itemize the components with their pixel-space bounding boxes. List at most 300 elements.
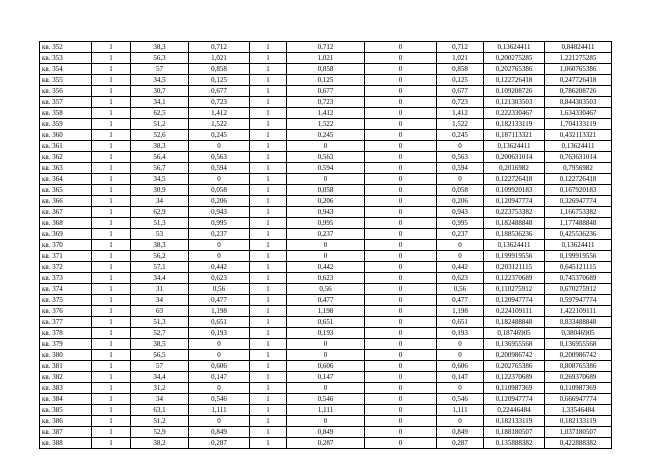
value-b-cell: 1,021 bbox=[287, 53, 365, 64]
value-c-cell: 0,712 bbox=[437, 42, 484, 53]
value-a-cell: 0,245 bbox=[189, 130, 250, 141]
value-a-cell: 1,021 bbox=[189, 53, 250, 64]
table-row bbox=[40, 42, 612, 53]
total-cell: 0,422888382 bbox=[545, 438, 612, 449]
zero-cell: 0 bbox=[365, 383, 437, 394]
value-a-cell: 0,623 bbox=[189, 273, 250, 284]
area-cell: 34,5 bbox=[131, 75, 189, 86]
value-a-cell: 0,193 bbox=[189, 328, 250, 339]
total-cell: 1,704133119 bbox=[545, 119, 612, 130]
total-cell: 0,7956982 bbox=[545, 163, 612, 174]
coefficient-cell: 1 bbox=[250, 383, 287, 394]
share-cell: 0,182133119 bbox=[484, 416, 545, 427]
value-b-cell: 1,198 bbox=[287, 306, 365, 317]
area-cell: 34,5 bbox=[131, 174, 189, 185]
zero-cell: 0 bbox=[365, 361, 437, 372]
total-cell: 0,745370689 bbox=[545, 273, 612, 284]
zero-cell: 0 bbox=[365, 86, 437, 97]
value-a-cell: 0 bbox=[189, 141, 250, 152]
zero-cell: 0 bbox=[365, 97, 437, 108]
coefficient-cell: 1 bbox=[250, 196, 287, 207]
zero-cell: 0 bbox=[365, 339, 437, 350]
total-cell: 1,177488848 bbox=[545, 218, 612, 229]
zero-cell: 0 bbox=[365, 207, 437, 218]
count-cell: 1 bbox=[92, 174, 131, 185]
zero-cell: 0 bbox=[365, 394, 437, 405]
count-cell: 1 bbox=[92, 328, 131, 339]
value-a-cell: 0,723 bbox=[189, 97, 250, 108]
coefficient-cell: 1 bbox=[250, 273, 287, 284]
table-row bbox=[40, 372, 612, 383]
table-row bbox=[40, 163, 612, 174]
count-cell: 1 bbox=[92, 394, 131, 405]
coefficient-cell: 1 bbox=[250, 97, 287, 108]
share-cell: 0,121303503 bbox=[484, 97, 545, 108]
table-row bbox=[40, 273, 612, 284]
zero-cell: 0 bbox=[365, 306, 437, 317]
area-cell: 34,4 bbox=[131, 372, 189, 383]
coefficient-cell: 1 bbox=[250, 75, 287, 86]
total-cell: 1,037180507 bbox=[545, 427, 612, 438]
share-cell: 0,110275912 bbox=[484, 284, 545, 295]
count-cell: 1 bbox=[92, 284, 131, 295]
area-cell: 56,5 bbox=[131, 350, 189, 361]
coefficient-cell: 1 bbox=[250, 317, 287, 328]
table-row bbox=[40, 185, 612, 196]
zero-cell: 0 bbox=[365, 427, 437, 438]
area-cell: 52,9 bbox=[131, 427, 189, 438]
value-c-cell: 0,677 bbox=[437, 86, 484, 97]
table-row bbox=[40, 306, 612, 317]
value-c-cell: 0,849 bbox=[437, 427, 484, 438]
value-b-cell: 0,563 bbox=[287, 152, 365, 163]
coefficient-cell: 1 bbox=[250, 42, 287, 53]
apartment-number-cell: кв. 367 bbox=[40, 207, 92, 218]
value-a-cell: 0,237 bbox=[189, 229, 250, 240]
share-cell: 0,2016982 bbox=[484, 163, 545, 174]
coefficient-cell: 1 bbox=[250, 306, 287, 317]
value-c-cell: 1,021 bbox=[437, 53, 484, 64]
value-a-cell: 0,606 bbox=[189, 361, 250, 372]
table-row bbox=[40, 152, 612, 163]
value-a-cell: 1,412 bbox=[189, 108, 250, 119]
zero-cell: 0 bbox=[365, 372, 437, 383]
value-c-cell: 0,563 bbox=[437, 152, 484, 163]
zero-cell: 0 bbox=[365, 163, 437, 174]
coefficient-cell: 1 bbox=[250, 438, 287, 449]
table-row bbox=[40, 317, 612, 328]
apartment-number-cell: кв. 364 bbox=[40, 174, 92, 185]
area-cell: 57,1 bbox=[131, 262, 189, 273]
value-b-cell: 0,193 bbox=[287, 328, 365, 339]
count-cell: 1 bbox=[92, 427, 131, 438]
coefficient-cell: 1 bbox=[250, 251, 287, 262]
area-cell: 31,2 bbox=[131, 383, 189, 394]
apartment-number-cell: кв. 375 bbox=[40, 295, 92, 306]
apartment-number-cell: кв. 373 bbox=[40, 273, 92, 284]
total-cell: 0,666947774 bbox=[545, 394, 612, 405]
coefficient-cell: 1 bbox=[250, 185, 287, 196]
value-b-cell: 0 bbox=[287, 174, 365, 185]
apartment-number-cell: кв. 361 bbox=[40, 141, 92, 152]
total-cell: 0,425536236 bbox=[545, 229, 612, 240]
share-cell: 0,122726418 bbox=[484, 174, 545, 185]
area-cell: 38,2 bbox=[131, 438, 189, 449]
count-cell: 1 bbox=[92, 86, 131, 97]
count-cell: 1 bbox=[92, 350, 131, 361]
coefficient-cell: 1 bbox=[250, 394, 287, 405]
value-a-cell: 0 bbox=[189, 416, 250, 427]
zero-cell: 0 bbox=[365, 130, 437, 141]
area-cell: 38,3 bbox=[131, 42, 189, 53]
table-row bbox=[40, 350, 612, 361]
value-b-cell: 0,858 bbox=[287, 64, 365, 75]
count-cell: 1 bbox=[92, 240, 131, 251]
value-c-cell: 1,412 bbox=[437, 108, 484, 119]
share-cell: 0,122370689 bbox=[484, 273, 545, 284]
table-row bbox=[40, 53, 612, 64]
coefficient-cell: 1 bbox=[250, 152, 287, 163]
value-c-cell: 0,245 bbox=[437, 130, 484, 141]
value-b-cell: 0,546 bbox=[287, 394, 365, 405]
apartment-number-cell: кв. 381 bbox=[40, 361, 92, 372]
value-b-cell: 0 bbox=[287, 240, 365, 251]
zero-cell: 0 bbox=[365, 416, 437, 427]
value-a-cell: 0 bbox=[189, 339, 250, 350]
share-cell: 0,109920183 bbox=[484, 185, 545, 196]
value-b-cell: 0,56 bbox=[287, 284, 365, 295]
table-row bbox=[40, 75, 612, 86]
value-a-cell: 0,594 bbox=[189, 163, 250, 174]
apartment-number-cell: кв. 384 bbox=[40, 394, 92, 405]
value-c-cell: 0,651 bbox=[437, 317, 484, 328]
apartment-number-cell: кв. 378 bbox=[40, 328, 92, 339]
table-row bbox=[40, 416, 612, 427]
total-cell: 0,326947774 bbox=[545, 196, 612, 207]
zero-cell: 0 bbox=[365, 196, 437, 207]
coefficient-cell: 1 bbox=[250, 405, 287, 416]
total-cell: 0,84824411 bbox=[545, 42, 612, 53]
area-cell: 31 bbox=[131, 284, 189, 295]
zero-cell: 0 bbox=[365, 284, 437, 295]
apartment-number-cell: кв. 374 bbox=[40, 284, 92, 295]
table-row bbox=[40, 207, 612, 218]
coefficient-cell: 1 bbox=[250, 108, 287, 119]
count-cell: 1 bbox=[92, 196, 131, 207]
total-cell: 0,763631014 bbox=[545, 152, 612, 163]
value-c-cell: 0,943 bbox=[437, 207, 484, 218]
total-cell: 0,844303503 bbox=[545, 97, 612, 108]
total-cell: 0,38046905 bbox=[545, 328, 612, 339]
value-b-cell: 1,522 bbox=[287, 119, 365, 130]
value-c-cell: 0,193 bbox=[437, 328, 484, 339]
total-cell: 1,422109111 bbox=[545, 306, 612, 317]
value-b-cell: 0,623 bbox=[287, 273, 365, 284]
area-cell: 34 bbox=[131, 196, 189, 207]
apartment-number-cell: кв. 382 bbox=[40, 372, 92, 383]
value-a-cell: 0,651 bbox=[189, 317, 250, 328]
table-row bbox=[40, 141, 612, 152]
value-a-cell: 1,522 bbox=[189, 119, 250, 130]
coefficient-cell: 1 bbox=[250, 86, 287, 97]
count-cell: 1 bbox=[92, 53, 131, 64]
share-cell: 0,222330467 bbox=[484, 108, 545, 119]
count-cell: 1 bbox=[92, 163, 131, 174]
share-cell: 0,188180507 bbox=[484, 427, 545, 438]
apartment-number-cell: кв. 371 bbox=[40, 251, 92, 262]
total-cell: 0,808765386 bbox=[545, 361, 612, 372]
value-c-cell: 0,237 bbox=[437, 229, 484, 240]
value-b-cell: 0,442 bbox=[287, 262, 365, 273]
total-cell: 0,200986742 bbox=[545, 350, 612, 361]
total-cell: 0,670275912 bbox=[545, 284, 612, 295]
value-b-cell: 1,412 bbox=[287, 108, 365, 119]
value-c-cell: 0,147 bbox=[437, 372, 484, 383]
count-cell: 1 bbox=[92, 361, 131, 372]
share-cell: 0,203121115 bbox=[484, 262, 545, 273]
zero-cell: 0 bbox=[365, 119, 437, 130]
zero-cell: 0 bbox=[365, 295, 437, 306]
area-cell: 63 bbox=[131, 306, 189, 317]
area-cell: 51,2 bbox=[131, 416, 189, 427]
share-cell: 0,18746905 bbox=[484, 328, 545, 339]
share-cell: 0,122370689 bbox=[484, 372, 545, 383]
coefficient-cell: 1 bbox=[250, 284, 287, 295]
share-cell: 0,122726418 bbox=[484, 75, 545, 86]
table-row bbox=[40, 108, 612, 119]
apartment-number-cell: кв. 377 bbox=[40, 317, 92, 328]
total-cell: 0,167920183 bbox=[545, 185, 612, 196]
table-row bbox=[40, 427, 612, 438]
zero-cell: 0 bbox=[365, 53, 437, 64]
apartment-number-cell: кв. 362 bbox=[40, 152, 92, 163]
value-c-cell: 0 bbox=[437, 251, 484, 262]
area-cell: 51,3 bbox=[131, 317, 189, 328]
value-c-cell: 0,723 bbox=[437, 97, 484, 108]
count-cell: 1 bbox=[92, 295, 131, 306]
table-row bbox=[40, 64, 612, 75]
share-cell: 0,224109111 bbox=[484, 306, 545, 317]
total-cell: 1,634330467 bbox=[545, 108, 612, 119]
zero-cell: 0 bbox=[365, 218, 437, 229]
count-cell: 1 bbox=[92, 207, 131, 218]
apartment-number-cell: кв. 359 bbox=[40, 119, 92, 130]
total-cell: 0,13624411 bbox=[545, 240, 612, 251]
apartment-number-cell: кв. 368 bbox=[40, 218, 92, 229]
apartment-number-cell: кв. 360 bbox=[40, 130, 92, 141]
table-row bbox=[40, 383, 612, 394]
count-cell: 1 bbox=[92, 218, 131, 229]
value-a-cell: 0,058 bbox=[189, 185, 250, 196]
zero-cell: 0 bbox=[365, 262, 437, 273]
value-b-cell: 0,712 bbox=[287, 42, 365, 53]
value-c-cell: 0 bbox=[437, 350, 484, 361]
apartment-number-cell: кв. 352 bbox=[40, 42, 92, 53]
apartment-number-cell: кв. 370 bbox=[40, 240, 92, 251]
total-cell: 0,199919556 bbox=[545, 251, 612, 262]
table-row bbox=[40, 284, 612, 295]
coefficient-cell: 1 bbox=[250, 295, 287, 306]
coefficient-cell: 1 bbox=[250, 240, 287, 251]
count-cell: 1 bbox=[92, 119, 131, 130]
value-b-cell: 0 bbox=[287, 383, 365, 394]
value-a-cell: 0,56 bbox=[189, 284, 250, 295]
share-cell: 0,22446484 bbox=[484, 405, 545, 416]
value-a-cell: 1,198 bbox=[189, 306, 250, 317]
share-cell: 0,223753382 bbox=[484, 207, 545, 218]
value-c-cell: 0,606 bbox=[437, 361, 484, 372]
apartment-number-cell: кв. 376 bbox=[40, 306, 92, 317]
value-c-cell: 0,477 bbox=[437, 295, 484, 306]
value-a-cell: 1,111 bbox=[189, 405, 250, 416]
total-cell: 0,13624411 bbox=[545, 141, 612, 152]
table-row bbox=[40, 229, 612, 240]
area-cell: 52,7 bbox=[131, 328, 189, 339]
value-b-cell: 0,125 bbox=[287, 75, 365, 86]
area-cell: 38,5 bbox=[131, 339, 189, 350]
area-cell: 38,3 bbox=[131, 141, 189, 152]
count-cell: 1 bbox=[92, 273, 131, 284]
table-row bbox=[40, 262, 612, 273]
value-c-cell: 0 bbox=[437, 416, 484, 427]
table-row bbox=[40, 174, 612, 185]
value-c-cell: 0 bbox=[437, 240, 484, 251]
value-a-cell: 0,206 bbox=[189, 196, 250, 207]
count-cell: 1 bbox=[92, 262, 131, 273]
zero-cell: 0 bbox=[365, 42, 437, 53]
value-b-cell: 0,245 bbox=[287, 130, 365, 141]
count-cell: 1 bbox=[92, 438, 131, 449]
coefficient-cell: 1 bbox=[250, 207, 287, 218]
value-a-cell: 0 bbox=[189, 350, 250, 361]
total-cell: 0,432113321 bbox=[545, 130, 612, 141]
total-cell: 0,122726418 bbox=[545, 174, 612, 185]
area-cell: 34 bbox=[131, 394, 189, 405]
table-row bbox=[40, 240, 612, 251]
value-c-cell: 0,995 bbox=[437, 218, 484, 229]
share-cell: 0,136955568 bbox=[484, 339, 545, 350]
area-cell: 34 bbox=[131, 295, 189, 306]
value-b-cell: 0,849 bbox=[287, 427, 365, 438]
zero-cell: 0 bbox=[365, 350, 437, 361]
value-c-cell: 0,594 bbox=[437, 163, 484, 174]
apartment-number-cell: кв. 358 bbox=[40, 108, 92, 119]
value-b-cell: 0,477 bbox=[287, 295, 365, 306]
coefficient-cell: 1 bbox=[250, 328, 287, 339]
share-cell: 0,109208726 bbox=[484, 86, 545, 97]
total-cell: 0,597947774 bbox=[545, 295, 612, 306]
area-cell: 56,3 bbox=[131, 53, 189, 64]
total-cell: 0,110987369 bbox=[545, 383, 612, 394]
value-a-cell: 0 bbox=[189, 174, 250, 185]
coefficient-cell: 1 bbox=[250, 350, 287, 361]
coefficient-cell: 1 bbox=[250, 53, 287, 64]
share-cell: 0,13624411 bbox=[484, 42, 545, 53]
total-cell: 0,182133119 bbox=[545, 416, 612, 427]
count-cell: 1 bbox=[92, 97, 131, 108]
value-b-cell: 0 bbox=[287, 251, 365, 262]
value-b-cell: 0,594 bbox=[287, 163, 365, 174]
total-cell: 0,645121115 bbox=[545, 262, 612, 273]
coefficient-cell: 1 bbox=[250, 218, 287, 229]
value-a-cell: 0,563 bbox=[189, 152, 250, 163]
apartment-number-cell: кв. 353 bbox=[40, 53, 92, 64]
apartment-number-cell: кв. 388 bbox=[40, 438, 92, 449]
value-b-cell: 0,995 bbox=[287, 218, 365, 229]
area-cell: 56,7 bbox=[131, 163, 189, 174]
apartment-number-cell: кв. 356 bbox=[40, 86, 92, 97]
count-cell: 1 bbox=[92, 141, 131, 152]
value-c-cell: 0,058 bbox=[437, 185, 484, 196]
value-c-cell: 1,111 bbox=[437, 405, 484, 416]
table-row bbox=[40, 295, 612, 306]
area-cell: 53 bbox=[131, 229, 189, 240]
value-b-cell: 0,723 bbox=[287, 97, 365, 108]
coefficient-cell: 1 bbox=[250, 416, 287, 427]
value-c-cell: 0,442 bbox=[437, 262, 484, 273]
count-cell: 1 bbox=[92, 64, 131, 75]
share-cell: 0,110987369 bbox=[484, 383, 545, 394]
apartment-number-cell: кв. 380 bbox=[40, 350, 92, 361]
value-a-cell: 0,442 bbox=[189, 262, 250, 273]
zero-cell: 0 bbox=[365, 273, 437, 284]
value-b-cell: 0,206 bbox=[287, 196, 365, 207]
total-cell: 0,136955568 bbox=[545, 339, 612, 350]
value-b-cell: 0,237 bbox=[287, 229, 365, 240]
zero-cell: 0 bbox=[365, 317, 437, 328]
apartment-number-cell: кв. 386 bbox=[40, 416, 92, 427]
value-b-cell: 1,111 bbox=[287, 405, 365, 416]
area-cell: 57 bbox=[131, 361, 189, 372]
value-c-cell: 0 bbox=[437, 141, 484, 152]
value-a-cell: 0,287 bbox=[189, 438, 250, 449]
share-cell: 0,200631014 bbox=[484, 152, 545, 163]
table-row bbox=[40, 218, 612, 229]
value-b-cell: 0,058 bbox=[287, 185, 365, 196]
apartment-number-cell: кв. 369 bbox=[40, 229, 92, 240]
area-cell: 62,5 bbox=[131, 108, 189, 119]
value-a-cell: 0,858 bbox=[189, 64, 250, 75]
zero-cell: 0 bbox=[365, 405, 437, 416]
zero-cell: 0 bbox=[365, 108, 437, 119]
value-b-cell: 0 bbox=[287, 339, 365, 350]
coefficient-cell: 1 bbox=[250, 262, 287, 273]
value-a-cell: 0,125 bbox=[189, 75, 250, 86]
table-row bbox=[40, 438, 612, 449]
value-a-cell: 0,995 bbox=[189, 218, 250, 229]
zero-cell: 0 bbox=[365, 174, 437, 185]
total-cell: 0,269370689 bbox=[545, 372, 612, 383]
zero-cell: 0 bbox=[365, 141, 437, 152]
share-cell: 0,120947774 bbox=[484, 196, 545, 207]
total-cell: 0,833488848 bbox=[545, 317, 612, 328]
count-cell: 1 bbox=[92, 75, 131, 86]
apartment-number-cell: кв. 387 bbox=[40, 427, 92, 438]
table-row bbox=[40, 196, 612, 207]
area-cell: 56,4 bbox=[131, 152, 189, 163]
apartment-number-cell: кв. 365 bbox=[40, 185, 92, 196]
share-cell: 0,202765386 bbox=[484, 64, 545, 75]
zero-cell: 0 bbox=[365, 64, 437, 75]
area-cell: 51,2 bbox=[131, 119, 189, 130]
value-a-cell: 0 bbox=[189, 383, 250, 394]
area-cell: 30,9 bbox=[131, 185, 189, 196]
coefficient-cell: 1 bbox=[250, 141, 287, 152]
value-c-cell: 0 bbox=[437, 174, 484, 185]
count-cell: 1 bbox=[92, 108, 131, 119]
zero-cell: 0 bbox=[365, 185, 437, 196]
value-b-cell: 0 bbox=[287, 416, 365, 427]
